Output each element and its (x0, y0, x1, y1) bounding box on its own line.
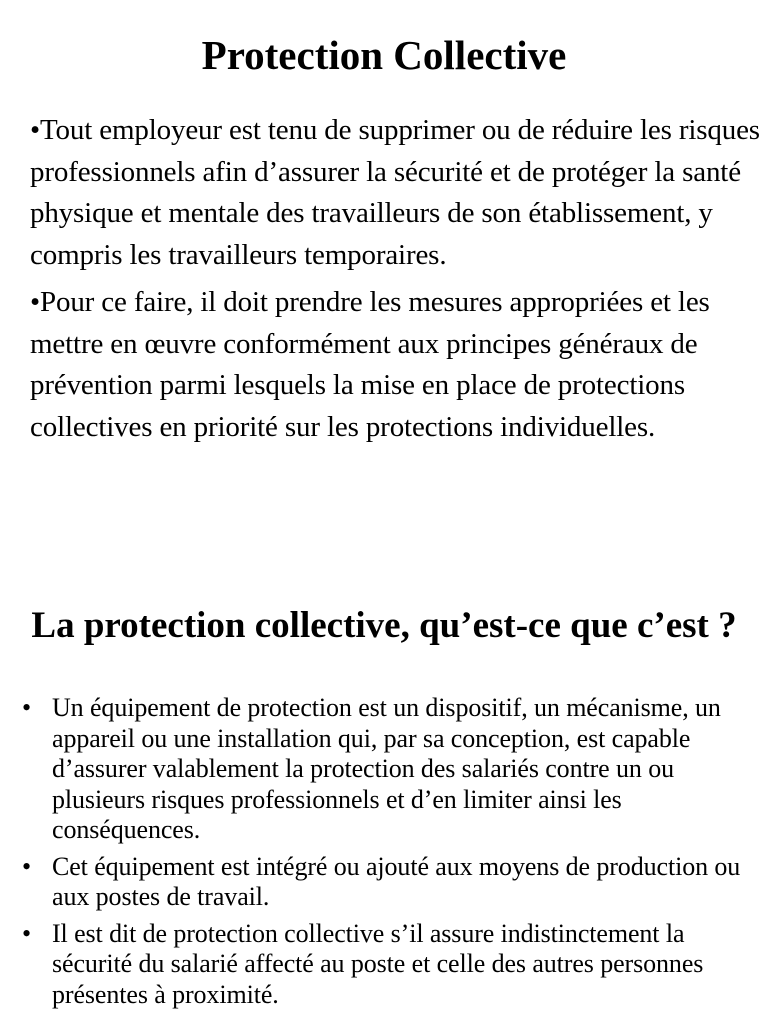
bullet-icon: • (22, 693, 32, 722)
list-item-text: Il est dit de protection collective s’il assure indistinctement la sécurité du salarié affecté au poste et celle des autres personnes présentes à proximité. (52, 918, 704, 1009)
intro-paragraph: •Tout employeur est tenu de supprimer ou de réduire les risques professionnels afin d’assurer la sécurité et de protéger la santé physique et mentale des travailleurs de son établissement, y compris les travailleurs temporaires. (30, 114, 760, 271)
bullet-icon: • (22, 918, 32, 948)
intro-paragraph: •Pour ce faire, il doit prendre les mesures appropriées et les mettre en œuvre conformément aux principes généraux de prévention parmi lesquels la mise en place de protections collectives en priorité sur les protections individuelles. (30, 286, 710, 443)
list-item-text: Cet équipement est intégré ou ajouté aux moyens de production ou aux postes de travail. (52, 851, 741, 911)
definition-list (22, 693, 757, 1016)
list-item (22, 919, 757, 1011)
bullet-icon: • (22, 851, 32, 881)
list-item-text: Un équipement de protection est un dispositif, un mécanisme, un appareil ou une installation qui, par sa conception, est capable d’assurer valablement la protection des salariés contre un ou plusieurs risques professionnels et d’en limiter ainsi les conséquences. (52, 693, 721, 844)
list-item (22, 852, 757, 913)
section-heading: La protection collective, qu’est-ce que c’est ? (31, 605, 737, 646)
list-item (22, 693, 757, 846)
intro-section (30, 110, 760, 454)
page-title: Protection Collective (201, 32, 567, 78)
